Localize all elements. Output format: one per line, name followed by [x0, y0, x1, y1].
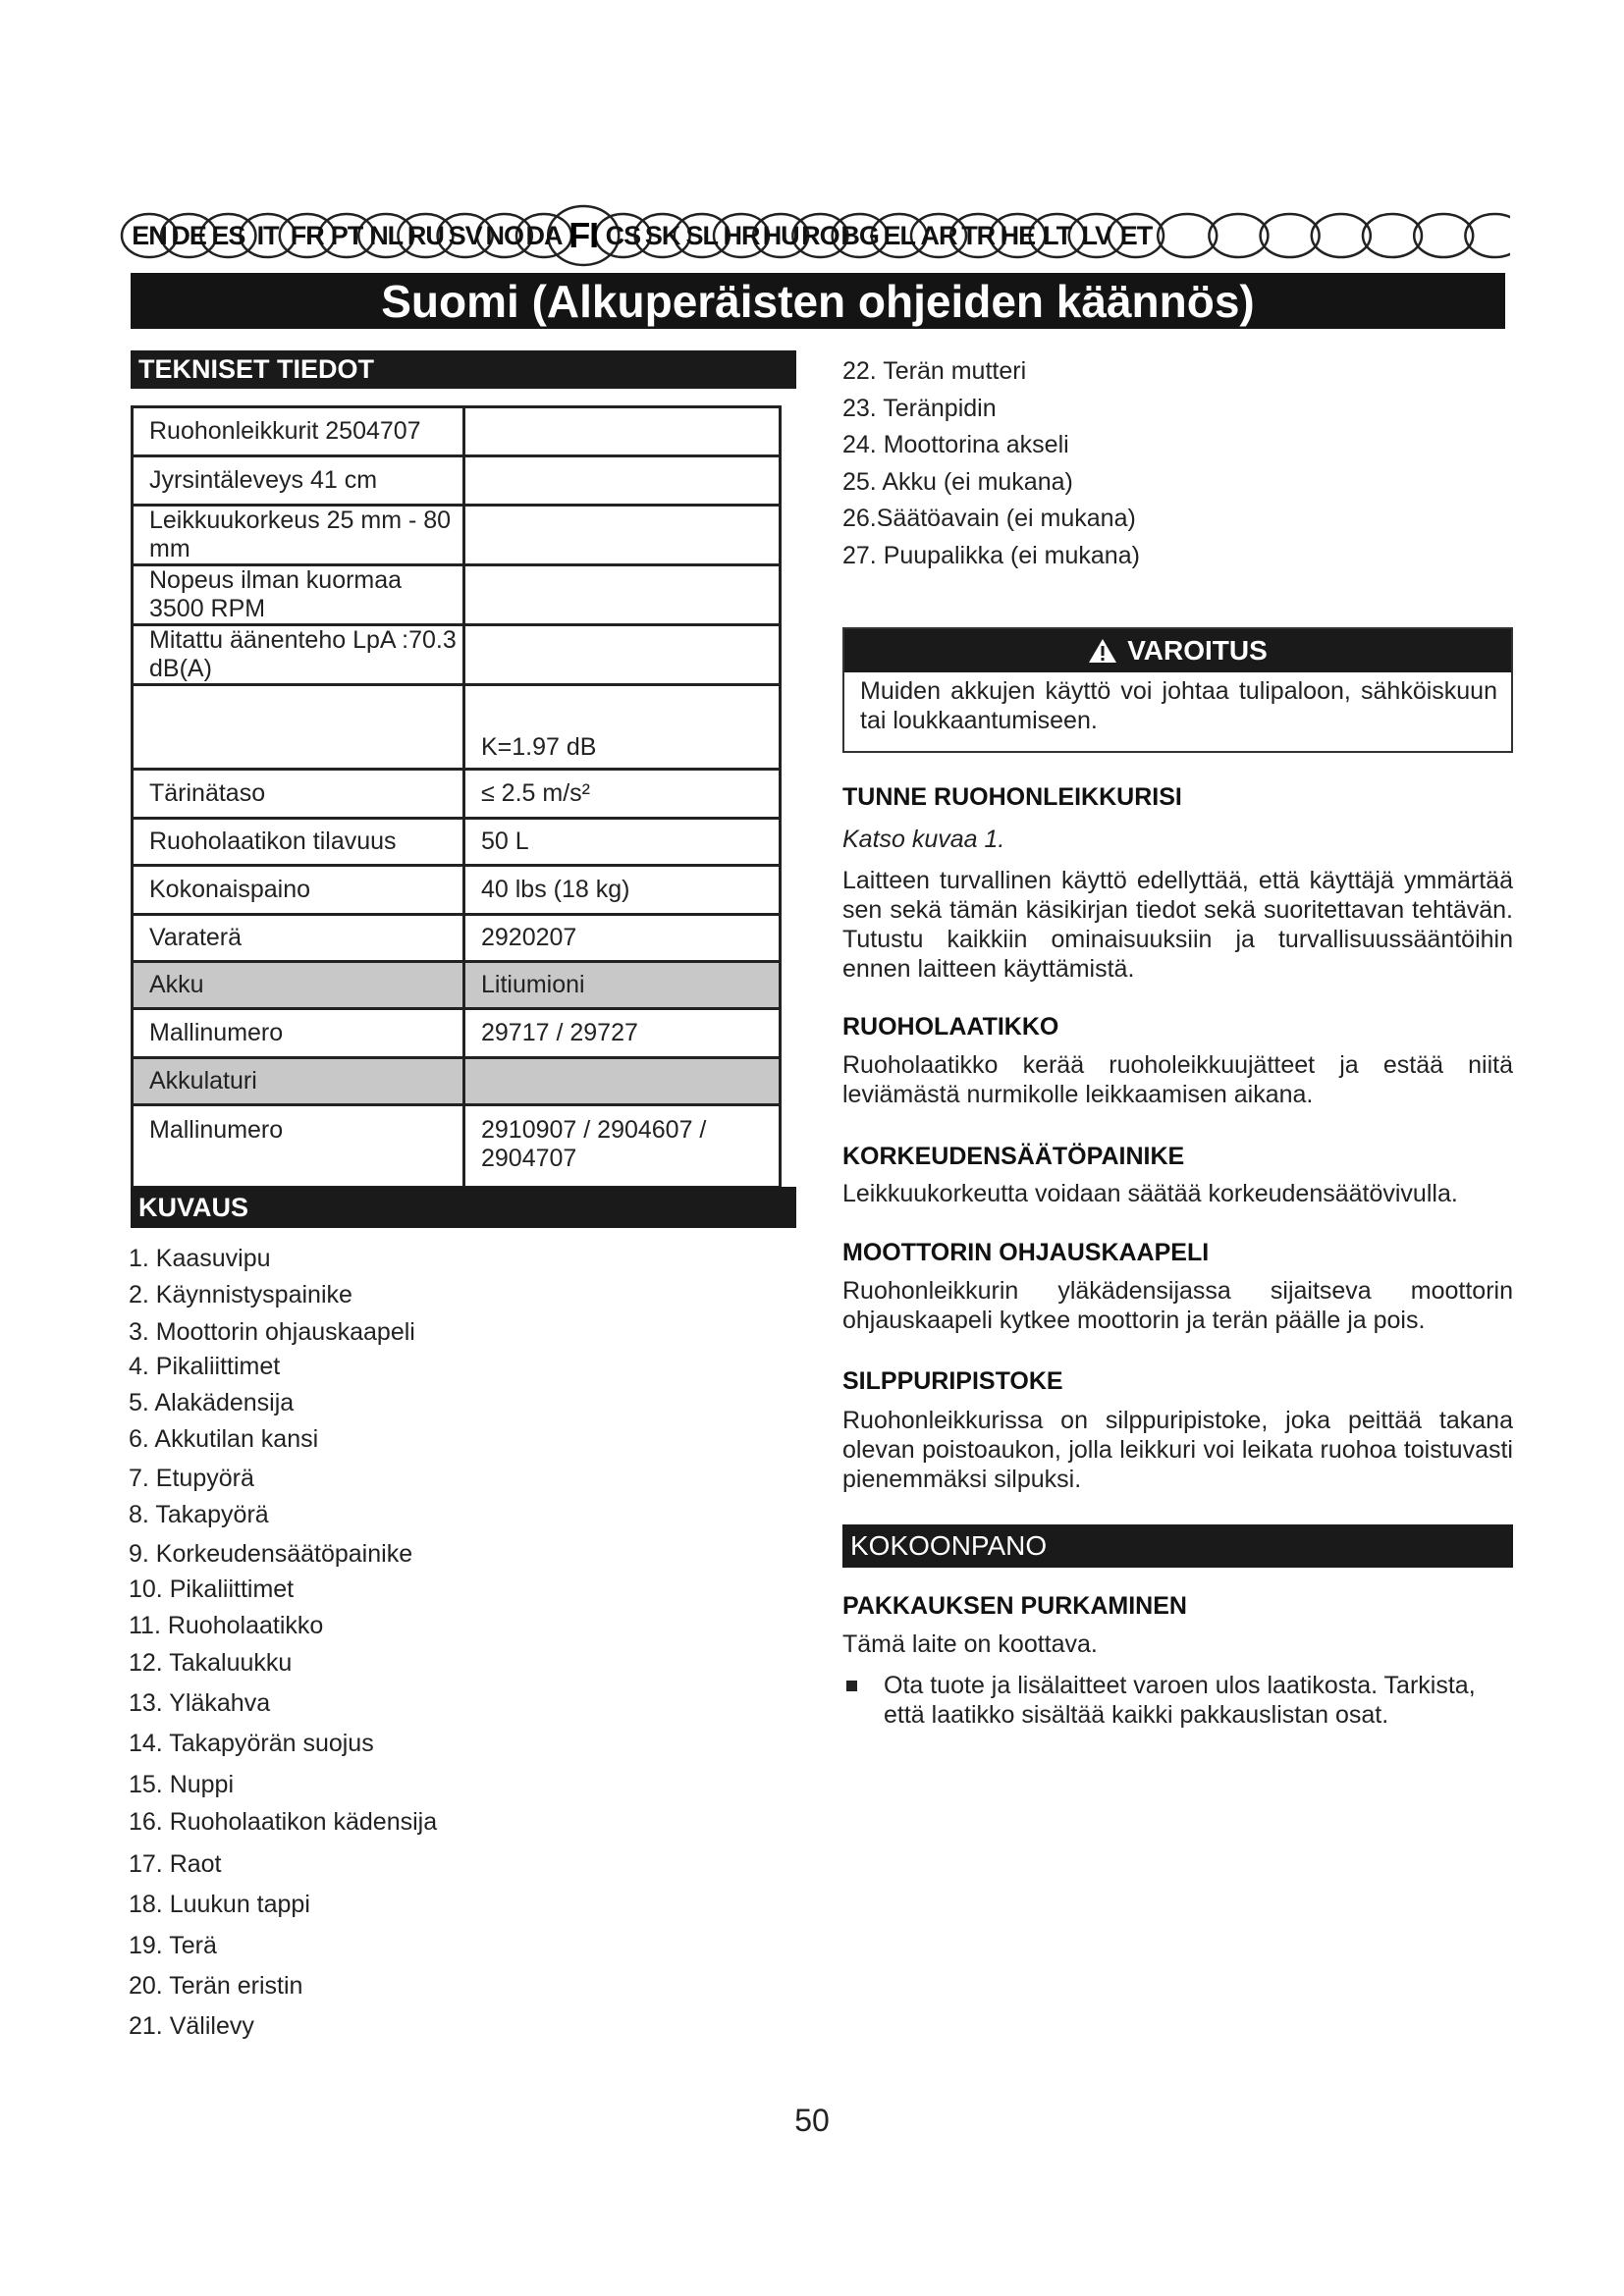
list-item: 20. Terän eristin	[129, 1972, 303, 2000]
spec-value: Litiumioni	[464, 962, 781, 1009]
spec-label	[133, 685, 464, 770]
spec-row	[133, 866, 781, 915]
spec-value	[464, 407, 781, 456]
language-tab-ru[interactable]: RU	[406, 220, 444, 250]
warning-title: VAROITUS	[1127, 635, 1268, 666]
page-title: Suomi (Alkuperäisten ohjeiden käännös)	[131, 273, 1505, 329]
language-tab-es[interactable]: ES	[211, 220, 245, 250]
assembly-heading: KOKOONPANO	[842, 1524, 1513, 1568]
spec-row	[133, 565, 781, 625]
spec-label: Mallinumero	[133, 1009, 464, 1058]
list-item: 1. Kaasuvipu	[129, 1245, 271, 1272]
spec-row	[133, 770, 781, 819]
spec-label: Kokonaispaino	[133, 866, 464, 915]
spec-label: Akkulaturi	[133, 1058, 464, 1105]
specs-heading: TEKNISET TIEDOT	[131, 350, 796, 389]
spec-label: Varaterä	[133, 915, 464, 962]
description-heading: KUVAUS	[131, 1187, 796, 1228]
language-tab-strip	[120, 204, 1510, 267]
spec-row	[133, 1058, 781, 1105]
language-tab-da[interactable]: DA	[525, 220, 563, 250]
language-tab-el[interactable]: EL	[883, 220, 916, 250]
spec-row	[133, 506, 781, 565]
spec-row	[133, 1105, 781, 1188]
list-item: 10. Pikaliittimet	[129, 1575, 295, 1603]
spec-value: 2920207	[464, 915, 781, 962]
spec-value	[464, 625, 781, 685]
spec-label: Jyrsintäleveys 41 cm	[133, 456, 464, 506]
spec-row	[133, 407, 781, 456]
list-item: 27. Puupalikka (ei mukana)	[842, 541, 1140, 569]
height-button-text: Leikkuukorkeutta voidaan säätää korkeudensäätövivulla.	[842, 1180, 1458, 1207]
language-tab-hr[interactable]: HR	[723, 220, 760, 250]
list-item: 16. Ruoholaatikon kädensija	[129, 1808, 438, 1836]
mulch-text: Ruohonleikkurissa on silppuripistoke, joka peittää takana olevan poistoaukon, jolla leikkuri voi leikata ruohoa toistuvasti pienemmäksi silpuksi.	[842, 1407, 1513, 1493]
list-item: 11. Ruoholaatikko	[129, 1612, 324, 1639]
list-item: 9. Korkeudensäätöpainike	[129, 1540, 413, 1568]
language-tab-sv[interactable]: SV	[448, 220, 482, 250]
list-item: 12. Takaluukku	[129, 1649, 293, 1677]
unpacking-bullet-text: Ota tuote ja lisälaitteet varoen ulos laatikosta. Tarkista, että laatikko sisältää kaikki pakkauslistan osat.	[884, 1672, 1476, 1729]
spec-value: K=1.97 dB	[464, 685, 781, 770]
list-item: 15. Nuppi	[129, 1771, 235, 1798]
language-tab-fi[interactable]: FI	[568, 215, 599, 255]
language-tab-et[interactable]: ET	[1119, 220, 1153, 250]
height-button-heading: KORKEUDENSÄÄTÖPAINIKE	[842, 1143, 1185, 1170]
list-item: 3. Moottorin ohjauskaapeli	[129, 1318, 415, 1346]
language-tab-sl[interactable]: SL	[685, 220, 719, 250]
spec-label: Mallinumero	[133, 1105, 464, 1188]
list-item: 24. Moottorina akseli	[842, 431, 1069, 458]
spec-row	[133, 915, 781, 962]
spec-row	[133, 962, 781, 1009]
language-tab-he[interactable]: HE	[1000, 220, 1036, 250]
spec-row	[133, 625, 781, 685]
list-item: 14. Takapyörän suojus	[129, 1730, 374, 1757]
description-list-continued	[842, 355, 1140, 576]
list-item: 21. Välilevy	[129, 2012, 254, 2040]
language-tab-en[interactable]: EN	[132, 220, 167, 250]
unpacking-heading: PAKKAUKSEN PURKAMINEN	[842, 1592, 1187, 1620]
list-item: 18. Luukun tappi	[129, 1891, 310, 1918]
language-tab-cs[interactable]: CS	[605, 220, 641, 250]
list-item: 8. Takapyörä	[129, 1501, 269, 1528]
language-tab-ar[interactable]: AR	[920, 220, 957, 250]
spec-row	[133, 1009, 781, 1058]
know-heading: TUNNE RUOHONLEIKKURISI	[842, 783, 1182, 811]
specs-table	[131, 405, 782, 1189]
spec-value	[464, 565, 781, 625]
know-text: Laitteen turvallinen käyttö edellyttää, että käyttäjä ymmärtää sen sekä tämän käsikirjan tiedot sekä suoritettavan tehtävän. Tutustu kaikkiin ominaisuuksiin ja turvallisuussääntöihin ennen laitteen käyttämistä.	[842, 867, 1513, 983]
spec-value: 50 L	[464, 819, 781, 866]
list-item: 6. Akkutilan kansi	[129, 1425, 319, 1453]
list-item: 23. Teränpidin	[842, 394, 997, 422]
mulch-heading: SILPPURIPISTOKE	[842, 1367, 1063, 1395]
list-item: 4. Pikaliittimet	[129, 1353, 281, 1380]
warning-header	[844, 629, 1511, 672]
grass-box-text: Ruoholaatikko kerää ruoholeikkuujätteet ja estää niitä leviämästä nurmikolle leikkaamisen aikana.	[842, 1051, 1513, 1108]
spec-label: Mitattu äänenteho LpA :70.3 dB(A)	[133, 625, 464, 685]
spec-row	[133, 819, 781, 866]
list-item: 22. Terän mutteri	[842, 357, 1027, 385]
spec-label: Akku	[133, 962, 464, 1009]
language-tab-de[interactable]: DE	[171, 220, 206, 250]
spec-label: Leikkuukorkeus 25 mm - 80 mm	[133, 506, 464, 565]
language-tab-bg[interactable]: BG	[840, 220, 879, 250]
language-tab-pt[interactable]: PT	[330, 220, 363, 250]
know-see-figure: Katso kuvaa 1.	[842, 826, 1005, 853]
spec-value: 40 lbs (18 kg)	[464, 866, 781, 915]
list-item: 17. Raot	[129, 1850, 222, 1878]
language-tab-ro[interactable]: RO	[801, 220, 839, 250]
bullet-square-icon	[846, 1681, 857, 1691]
language-tab-tr[interactable]: TR	[961, 220, 996, 250]
spec-value	[464, 1058, 781, 1105]
page-number: 50	[794, 2103, 830, 2138]
list-item: 25. Akku (ei mukana)	[842, 467, 1073, 496]
language-tab-nl[interactable]: NL	[369, 220, 404, 250]
spec-value	[464, 456, 781, 506]
warning-box	[842, 627, 1513, 753]
spec-label: Tärinätaso	[133, 770, 464, 819]
spec-row	[133, 456, 781, 506]
assembly-intro: Tämä laite on koottava.	[842, 1630, 1098, 1658]
list-item: 2. Käynnistyspainike	[129, 1281, 352, 1308]
spec-row	[133, 685, 781, 770]
spec-value: ≤ 2.5 m/s²	[464, 770, 781, 819]
list-item: 5. Alakädensija	[129, 1389, 295, 1416]
warning-triangle-icon	[1088, 638, 1117, 664]
language-tab-lt[interactable]: LT	[1043, 220, 1072, 250]
language-tab-sk[interactable]: SK	[644, 220, 680, 250]
motor-cable-text: Ruohonleikkurin yläkädensijassa sijaitseva moottorin ohjauskaapeli kytkee moottorin ja terän päälle ja pois.	[842, 1277, 1513, 1334]
spec-label: Ruohonleikkurit 2504707	[133, 407, 464, 456]
list-item: 13. Yläkahva	[129, 1689, 271, 1717]
grass-box-heading: RUOHOLAATIKKO	[842, 1013, 1059, 1041]
spec-value: 29717 / 29727	[464, 1009, 781, 1058]
spec-label: Ruoholaatikon tilavuus	[133, 819, 464, 866]
list-item: 26.Säätöavain (ei mukana)	[842, 505, 1136, 532]
language-tab-hu[interactable]: HU	[762, 220, 799, 250]
motor-cable-heading: MOOTTORIN OHJAUSKAAPELI	[842, 1239, 1210, 1266]
language-tab-fr[interactable]: FR	[290, 220, 324, 250]
warning-text: Muiden akkujen käyttö voi johtaa tulipaloon, sähköiskuun tai loukkaantumiseen.	[860, 677, 1497, 734]
spec-label: Nopeus ilman kuormaa 3500 RPM	[133, 565, 464, 625]
language-tab-no[interactable]: NO	[485, 220, 524, 250]
spec-value: 2910907 / 2904607 / 2904707	[464, 1105, 781, 1188]
list-item: 19. Terä	[129, 1932, 217, 1959]
language-tab-it[interactable]: IT	[256, 220, 279, 250]
list-item: 7. Etupyörä	[129, 1465, 254, 1492]
language-tab-lv[interactable]: LV	[1081, 220, 1112, 250]
spec-value	[464, 506, 781, 565]
